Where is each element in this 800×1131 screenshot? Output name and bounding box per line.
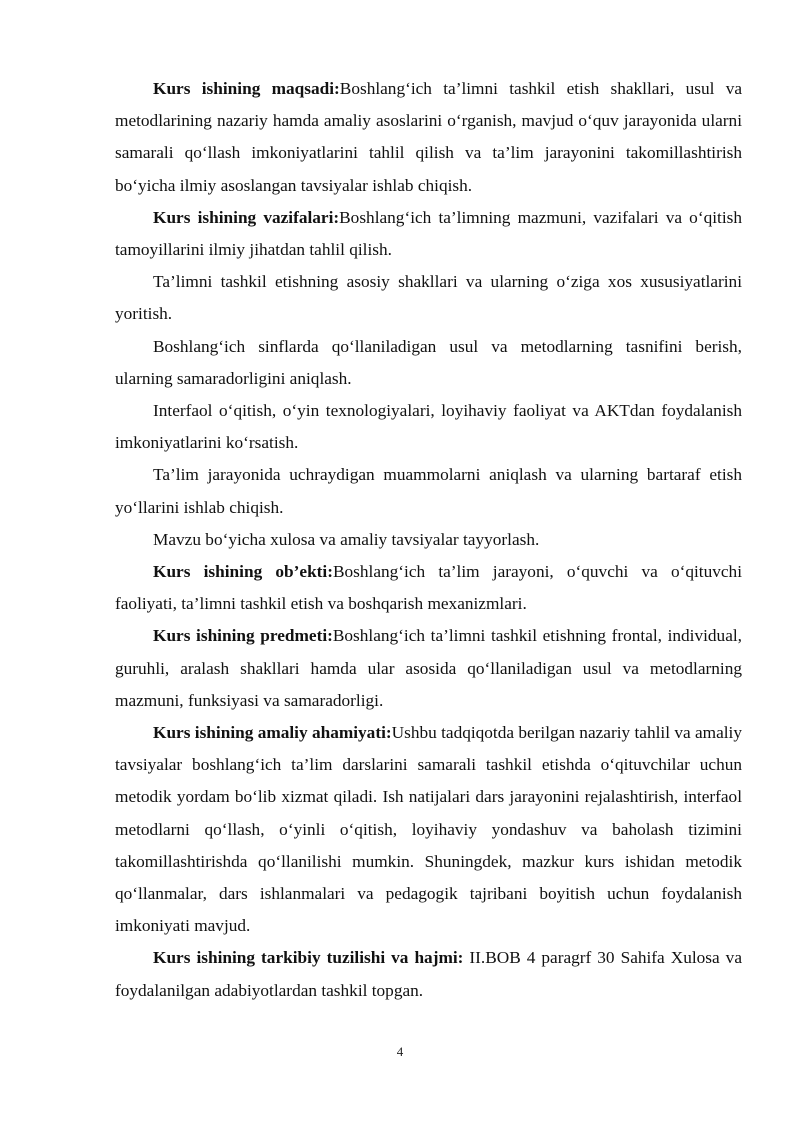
paragraph-text: Boshlang‘ich sinflarda qo‘llaniladigan usul va metodlarning tasnifini berish, ularning samaradorligini aniqlash.: [115, 336, 742, 388]
paragraph-task-3: [115, 331, 742, 395]
paragraph-text: Boshlang‘ich ta’limni tashkil etish shakllari, usul va metodlarining nazariy hamda amaliy asoslarini o‘rganish, mavjud o‘quv jarayonida ularni samarali qo‘llash imkoniyatlarini tahlil qilish va ta’lim jarayonini takomillashtirish bo‘yicha ilmiy asoslangan tavsiyalar ishlab chiqish.: [115, 79, 743, 195]
paragraph-text: Ta’lim jarayonida uchraydigan muammolarni aniqlash va ularning bartaraf etish yo‘llarini ishlab chiqish.: [115, 465, 742, 517]
paragraph-task-2: [115, 266, 742, 330]
paragraph-heading: Kurs ishining vazifalari:: [153, 207, 340, 227]
paragraph-text: Boshlang‘ich ta’limning mazmuni, vazifalari va o‘qitish tamoyillarini ilmiy jihatdan tahlil qilish.: [115, 207, 742, 260]
paragraph-goal: [115, 73, 742, 202]
page-number: 4: [396, 1044, 404, 1059]
paragraph-structure: [115, 942, 742, 1006]
paragraph-task-4: [115, 395, 742, 459]
paragraph-subject: [115, 620, 742, 717]
paragraph-task-6: [115, 524, 742, 556]
paragraph-heading: Kurs ishining tarkibiy tuzilishi va hajmi:: [153, 948, 464, 968]
paragraph-tasks: [115, 202, 742, 266]
paragraph-text: Mavzu bo‘yicha xulosa va amaliy tavsiyalar tayyorlash.: [153, 529, 540, 549]
paragraph-text: Ushbu tadqiqotda berilgan nazariy tahlil va amaliy tavsiyalar boshlang‘ich ta’lim darslarini samarali tashkil etishda o‘qituvchilar uchun metodik yordam bo‘lib xizmat qiladi. Ish natijalari dars jarayonini rejalashtirish, interfaol metodlarni qo‘llash, o‘yinli o‘qitish, loyihaviy yondashuv va baholash tizimini takomillashtirishda qo‘llanilishi mumkin. Shuningdek, mazkur kurs ishidan metodik qo‘llanmalar, dars ishlanmalari va pedagogik tajribani boyitish uchun foydalanish imkoniyati mavjud.: [115, 723, 742, 936]
paragraph-text: Interfaol o‘qitish, o‘yin texnologiyalari, loyihaviy faoliyat va AKTdan foydalanish imkoniyatlarini ko‘rsatish.: [115, 401, 742, 453]
paragraph-text: Ta’limni tashkil etishning asosiy shakllari va ularning o‘ziga xos xususiyatlarini yoritish.: [115, 272, 742, 324]
paragraph-text: Boshlang‘ich ta’lim jarayoni, o‘quvchi va o‘qituvchi faoliyati, ta’limni tashkil etish va boshqarish mexanizmlari.: [115, 562, 742, 614]
paragraph-object: [115, 556, 742, 620]
paragraph-practical-significance: [115, 717, 742, 942]
document-page: [115, 73, 742, 1007]
paragraph-text: II.BOB 4 paragrf 30 Sahifa Xulosa va foydalanilgan adabiyotlardan tashkil topgan.: [115, 948, 742, 1000]
paragraph-heading: Kurs ishining ob’ekti:: [153, 562, 333, 582]
paragraph-heading: Kurs ishining maqsadi:: [153, 79, 340, 98]
paragraph-text: Boshlang‘ich ta’limni tashkil etishning frontal, individual, guruhli, aralash shakllari hamda ular asosida qo‘llaniladigan usul va metodlarning mazmuni, funksiyasi va samaradorligi.: [115, 626, 742, 710]
paragraph-heading: Kurs ishining amaliy ahamiyati:: [153, 723, 392, 743]
paragraph-heading: Kurs ishining predmeti:: [153, 626, 333, 646]
paragraph-task-5: [115, 459, 742, 523]
